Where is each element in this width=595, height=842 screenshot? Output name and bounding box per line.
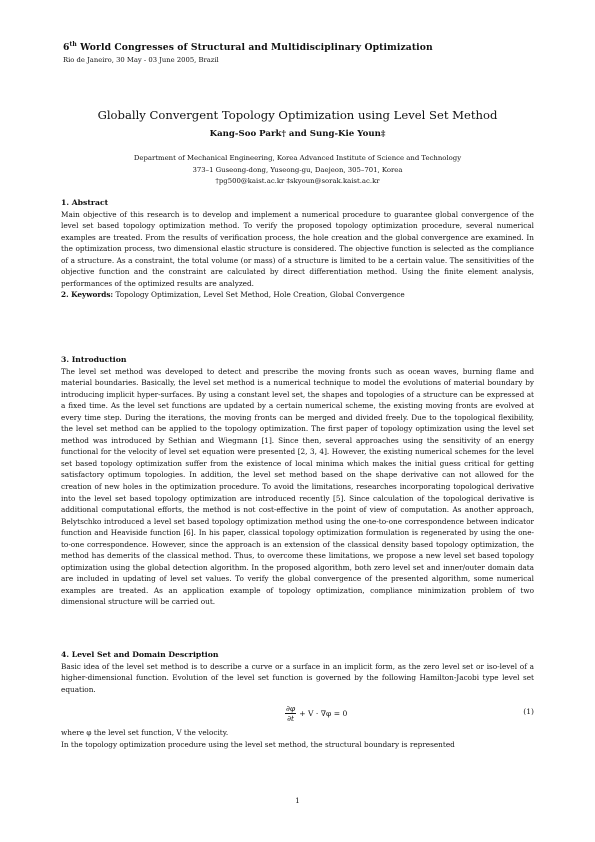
affiliation-address: 373–1 Guseong-dong, Yuseong-gu, Daejeon, 305–701, Korea [192,166,403,174]
abstract-section [61,197,534,301]
fraction-numerator: ∂φ [286,703,296,713]
conference-ordinal-suffix: th [69,41,77,48]
level-set-text: Basic idea of the level set method is to describe a curve or a surface in an implicit form, as the zero level set or iso-level of a higher-dimensional function. Evolution of the level set function is governed by the following Hamilton-Jacobi type level set equation. [61,661,534,694]
paper-authors: Kang-Soo Park† and Sung-Kie Youn‡ [209,129,386,139]
equation-body [285,702,347,724]
continued-text-line: In the topology optimization procedure using the level set method, the structural boundary is represented [61,739,455,749]
introduction-heading: 3. Introduction [61,355,127,364]
keywords-text: Topology Optimization, Level Set Method, Hole Creation, Global Convergence [113,290,405,300]
fraction-denominator: ∂t [287,713,295,723]
conference-name: World Congresses of Structural and Multidisciplinary Optimization [76,42,433,54]
conference-ordinal: 6 [63,42,70,54]
introduction-text: The level set method was developed to detect and prescribe the moving fronts such as ocean waves, burning flame and material boundaries. Basically, the level set method is a numerical technique to model the evolutions of material boundary by introducing implicit hyper-surfaces. By using a constant level set, the shapes and topologies of a structure can be expressed at a fixed time. As the level set functions are updated by a certain numerical scheme, the existing moving fronts are evolved at every time step. During the iterations, the moving fronts can be merged and divided freely. Due to the topological flexibility, the level set method can be applied to the topology optimization. The first paper of topology optimization using the level set method was introduced by Sethian and Wiegmann [1]. Since then, several approaches using the sensitivity of an energy functional for the velocity of level set equation were presented [2, 3, 4]. However, the existing numerical schemes for the level set based topology optimization suffer from the existence of local minima which makes the initial guess critical for getting satisfactory optimum topologies. In addition, the level set method based on the shape derivative can not allowed for the creation of new holes in the optimization procedure. To avoid the limitations, researches incorporating topological derivative into the level set based topology optimization are introduced recently [5]. Since calculation of the topological derivative is additional computational efforts, the method is not cost-effective in the point of view of computation. As another approach, Belytschko introduced a level set based topology optimization method using the one-to-one correspondence between indicator function and Heaviside function [6]. In his paper, classical topology optimization formulation is regenerated by using the one-to-one correspondence. However, since the approach is an extension of the classical density based topology optimization, the method has demerits of the classical method. Thus, to overcome these limitations, we propose a new level set based topology optimization using the global detection algorithm. In the proposed algorithm, both zero level set and inner/outer domain data are included in updating of level set values. To verify the global convergence of the presented algorithm, some numerical examples are treated. As an application example of topology optimization, compliance minimization problem of two dimensional structure will be carried out. [61,366,534,607]
equation-number: (1) [523,707,534,716]
equation-1 [61,702,534,724]
partial-derivative-fraction [285,704,296,723]
author-emails: †pg500@kaist.ac.kr ‡skyoun@sorak.kaist.ac.kr [215,177,380,185]
level-set-section [61,649,534,695]
level-set-heading: 4. Level Set and Domain Description [61,650,219,659]
equation-rest: + V · ∇φ = 0 [299,708,348,718]
affiliation-department: Department of Mechanical Engineering, Korea Advanced Institute of Science and Technology [133,154,462,162]
abstract-heading: 1. Abstract [61,198,109,207]
equation-where-line: where φ the level set function, V the velocity. [61,728,229,737]
paper-title: Globally Convergent Topology Optimization using Level Set Method [97,108,498,122]
page-number: 1 [295,796,300,805]
keywords-line [61,289,534,301]
after-equation-text [61,727,534,750]
introduction-section [61,354,534,608]
conference-location: Rio de Janeiro, 30 May - 03 June 2005, Brazil [63,56,219,64]
keywords-label: 2. Keywords: [61,290,114,300]
conference-title [63,41,533,53]
abstract-text: Main objective of this research is to develop and implement a numerical procedure to guarantee global convergence of the level set based topology optimization method. To verify the proposed topology optimization procedure, several numerical examples are treated. From the results of verification process, the hole creation and the global convergence are examined. In the optimization process, two dimensional elastic structure is considered. The objective function is selected as the compliance of a structure. As a constraint, the total volume (or mass) of a structure is limited to be a certain value. The sensitivities of the objective function and the constraint are calculated by direct differentiation method. Using the finite element analysis, performances of the optimized results are analyzed. [61,209,534,288]
